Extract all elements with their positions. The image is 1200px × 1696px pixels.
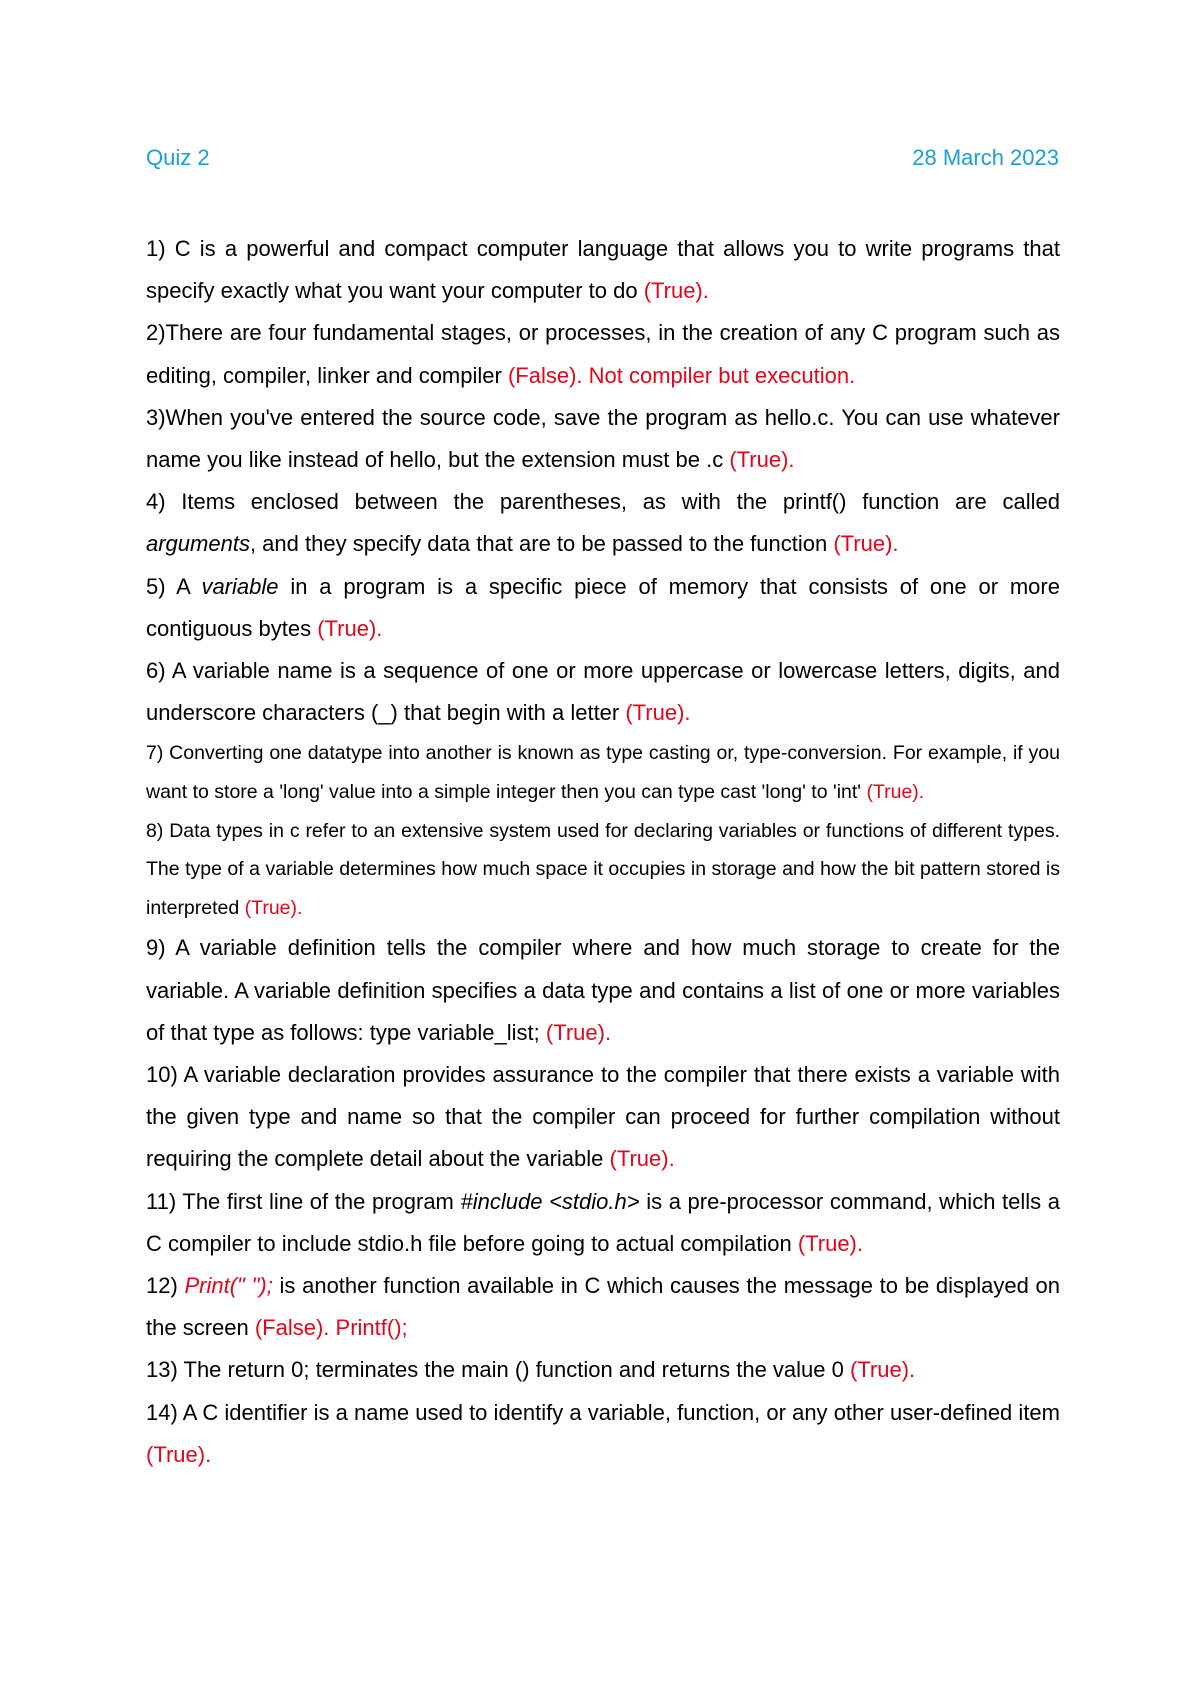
quiz-title: Quiz 2 [146,145,210,170]
answer-14: (True). [146,1441,212,1467]
question-12: 12) Print(" "); is another function available in C which causes the message to be displayed on the screen (False). Printf(); [146,1273,1060,1341]
question-11: 11) The first line of the program #include <stdio.h> is a pre-processor command, which tells a C compiler to include stdio.h file before going to actual compilation (True). [146,1188,1061,1256]
question-3: 3)When you've entered the source code, save the program as hello.c. You can use whatever name you like instead of hello, but the extension must be .c (True). [146,404,1060,473]
question-5: 5) A variable in a program is a specific piece of memory that consists of one or more contiguous bytes (True). [146,573,1060,641]
question-6: 6) A variable name is a sequence of one or more uppercase or lowercase letters, digits, and underscore characters (_) that begin with a letter (True). [146,658,1060,726]
answer-1: (True). [643,278,709,304]
answer-7: (True). [866,781,925,804]
quiz-date: 28 March 2023 [912,145,1059,170]
answer-9: (True). [545,1019,612,1045]
term-variable: variable [201,573,279,599]
question-9: 9) A variable definition tells the compiler where and how much storage to create for the variable. A variable definition specifies a data type and contains a list of one or more variables of that type as follows: type variable_list; (True). [146,935,1060,1045]
code-print: Print(" "); [184,1273,273,1299]
answer-10: (True). [609,1146,675,1172]
answer-12: (False). Printf(); [254,1315,408,1341]
question-7: 7) Converting one datatype into another is known as type casting or, type-conversion. For example, if you want to store a 'long' value into a simple integer then you can type cast 'long' to 'int' (True). [146,742,1060,804]
page-header [146,143,1059,173]
question-list [146,228,1060,1476]
answer-13: (True). [849,1357,916,1383]
code-include: #include <stdio.h> [460,1188,640,1214]
term-arguments: arguments [146,531,250,557]
question-4: 4) Items enclosed between the parentheses, as with the printf() function are called arguments, and they specify data that are to be passed to the function (True). [146,489,1060,557]
question-13: 13) The return 0; terminates the main () function and returns the value 0 (True). [146,1357,916,1383]
answer-11: (True). [797,1230,863,1256]
answer-5: (True). [317,615,383,641]
question-10: 10) A variable declaration provides assurance to the compiler that there exists a variable with the given type and name so that the compiler can proceed for further compilation without requiring the complete detail about the variable (True). [146,1062,1060,1172]
question-14: 14) A C identifier is a name used to identify a variable, function, or any other user-defined item (True). [146,1399,1060,1467]
answer-6: (True). [625,700,691,726]
answer-4: (True). [833,531,899,557]
answer-2: (False). Not compiler but execution. [507,362,856,388]
question-8: 8) Data types in c refer to an extensive system used for declaring variables or functions of different types. The type of a variable determines how much space it occupies in storage and how the bit pattern stored is interpreted (True). [146,819,1060,919]
answer-3: (True). [729,447,795,473]
question-2: 2)There are four fundamental stages, or processes, in the creation of any C program such as editing, compiler, linker and compiler (False). Not compiler but execution. [146,320,1060,388]
answer-8: (True). [244,896,303,919]
question-1: 1) C is a powerful and compact computer language that allows you to write programs that specify exactly what you want your computer to do (True). [146,236,1060,304]
